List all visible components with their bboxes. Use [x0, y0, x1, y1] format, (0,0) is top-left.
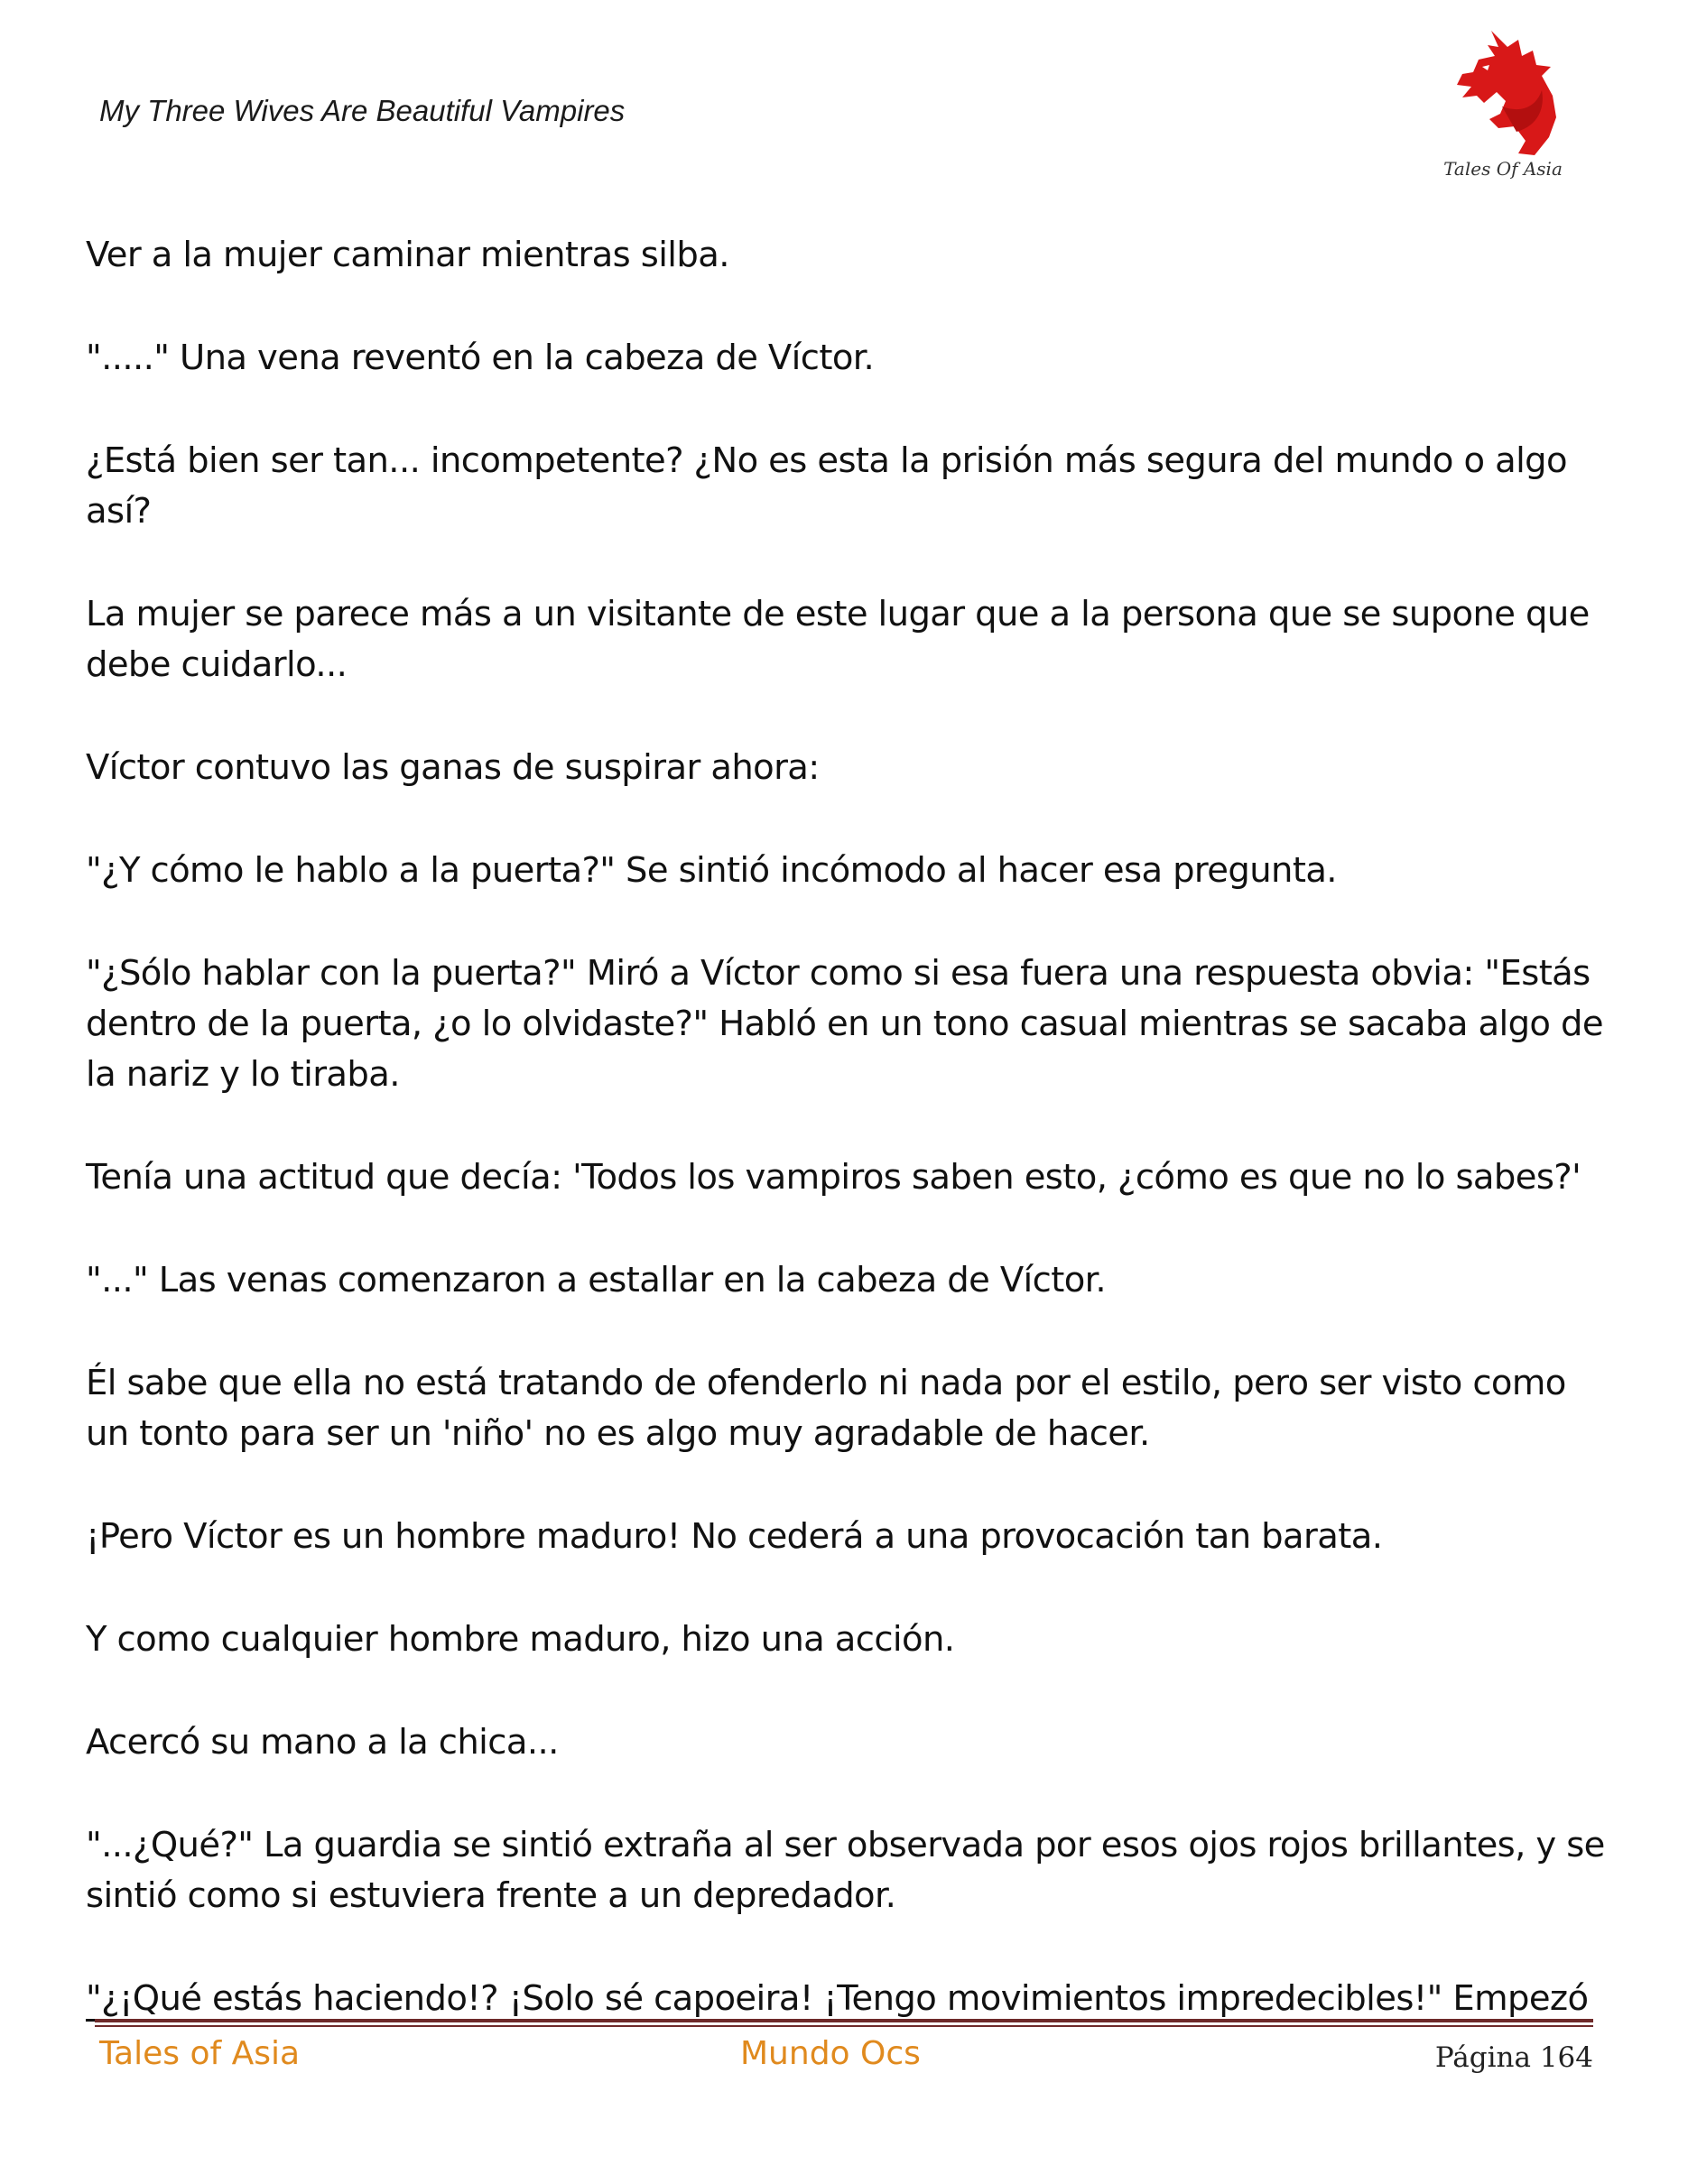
red-dragon-icon	[1435, 20, 1571, 182]
paragraph: "¿Sólo hablar con la puerta?" Miró a Víctor como si esa fuera una respuesta obvia: "Estás dentro de la puerta, ¿o lo olvidaste?" Habló en un tono casual mientras se sacaba algo de la nariz y lo tiraba.	[86, 953, 1603, 1095]
paragraph: "...¿Qué?" La guardia se sintió extraña al ser observada por esos ojos rojos brillantes, y se sintió como si estuviera frente a un depredador.	[86, 1825, 1605, 1916]
footer-divider-thin	[95, 2025, 1593, 2027]
paragraph: "..." Las venas comenzaron a estallar en la cabeza de Víctor.	[86, 1260, 1106, 1300]
paragraph: Acercó su mano a la chica...	[86, 1722, 559, 1763]
footer-site-name: Tales of Asia	[99, 2035, 301, 2072]
paragraph: Tenía una actitud que decía: 'Todos los vampiros saben esto, ¿cómo es que no lo sabes?'	[86, 1157, 1581, 1198]
logo-text: Tales Of Asia	[1443, 158, 1563, 180]
paragraph: Y como cualquier hombre maduro, hizo una acción.	[86, 1619, 955, 1660]
paragraph: "¿Y cómo le hablo a la puerta?" Se sintió incómodo al hacer esa pregunta.	[86, 850, 1337, 891]
paragraph: ¿Está bien ser tan... incompetente? ¿No es esta la prisión más segura del mundo o algo así?	[86, 440, 1567, 532]
footer-divider	[95, 2019, 1593, 2022]
page-number: Página 164	[1434, 2041, 1593, 2074]
paragraph: La mujer se parece más a un visitante de este lugar que a la persona que se supone que debe cuidarlo...	[86, 594, 1590, 685]
paragraph: "....." Una vena reventó en la cabeza de Víctor.	[86, 338, 875, 378]
header-title: My Three Wives Are Beautiful Vampires	[99, 94, 626, 127]
paragraph: Él sabe que ella no está tratando de ofenderlo ni nada por el estilo, pero ser visto como un tonto para ser un 'niño' no es algo muy agradable de hacer.	[86, 1363, 1566, 1454]
paragraph: Ver a la mujer caminar mientras silba.	[86, 235, 729, 275]
footer-translator: Mundo Ocs	[740, 2035, 921, 2072]
chapter-body	[86, 230, 1611, 2077]
paragraph: Víctor contuvo las ganas de suspirar ahora:	[86, 747, 820, 788]
paragraph: ¡Pero Víctor es un hombre maduro! No cederá a una provocación tan barata.	[86, 1516, 1383, 1557]
tales-of-asia-logo	[1435, 20, 1571, 182]
paragraph-continued: "¿¡Qué estás haciendo!? ¡Solo sé capoeira! ¡Tengo movimientos impredecibles!" Empezó	[86, 1978, 1589, 2019]
